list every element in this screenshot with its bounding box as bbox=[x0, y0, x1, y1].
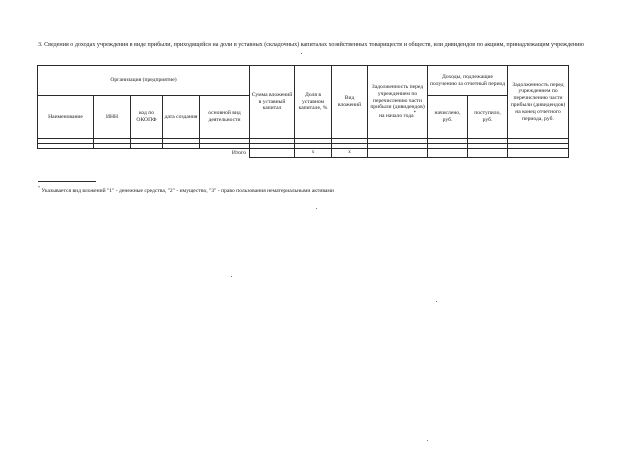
col-okopf-header: код по ОКОПФ bbox=[131, 96, 163, 139]
debt-start-header-text: Задолженность перед учреждением по перечислению части прибыли (дивидендов) на начало года bbox=[370, 84, 425, 120]
total-row bbox=[38, 149, 569, 158]
total-debt-end-cell bbox=[508, 149, 569, 158]
income-group-header: Доходы, подлежащие получению за отчетный период bbox=[428, 66, 508, 96]
col-accrued-header: начислено, руб. bbox=[428, 96, 468, 139]
footnote bbox=[38, 184, 334, 195]
investment-type-header: Вид вложений bbox=[332, 66, 368, 139]
scan-speck bbox=[436, 301, 437, 302]
org-group-header: Организация (предприятие) bbox=[38, 66, 250, 96]
share-header: Доля в уставном капитале, % bbox=[295, 66, 332, 139]
total-label: Итого bbox=[38, 149, 250, 158]
total-received-cell bbox=[468, 149, 508, 158]
footnote-text: Указывается вид вложений "1" - денежные средства, "2" - имущество, "3" - право пользования нематериальными активами bbox=[41, 188, 334, 194]
scan-speck bbox=[427, 440, 428, 441]
debt-start-header-marker: * bbox=[413, 111, 416, 117]
total-debt-start-cell bbox=[368, 149, 428, 158]
scan-speck bbox=[301, 53, 302, 54]
sum-header: Сумма вложений в уставный капитал bbox=[250, 66, 295, 139]
footnote-divider bbox=[38, 181, 96, 182]
scan-speck bbox=[316, 208, 317, 209]
col-name-header: Наименование bbox=[38, 96, 94, 139]
total-type-cell: х bbox=[332, 149, 368, 158]
scan-speck bbox=[231, 276, 232, 277]
debt-end-header: Задолженность перед учреждением по перечислению части прибыли (дивидендов) на конец отчетного периода, руб. bbox=[508, 66, 569, 139]
col-activity-header: основной вид деятельности bbox=[200, 96, 250, 139]
col-inn-header: ИНН bbox=[94, 96, 131, 139]
income-table bbox=[37, 65, 569, 158]
col-date-header: дата создания bbox=[163, 96, 200, 139]
col-received-header: поступило, руб. bbox=[468, 96, 508, 139]
footnote-marker: * bbox=[38, 185, 40, 190]
total-accrued-cell bbox=[428, 149, 468, 158]
section-heading: 3. Сведения о доходах учреждения в виде прибыли, приходящейся на доли в уставных (складочных) капиталах хозяйственных товариществ и обществ, или дивидендов по акциям, принадлежащим учреждению bbox=[38, 42, 584, 48]
debt-start-header bbox=[368, 66, 428, 139]
total-share-cell: х bbox=[295, 149, 332, 158]
total-sum-cell bbox=[250, 149, 295, 158]
